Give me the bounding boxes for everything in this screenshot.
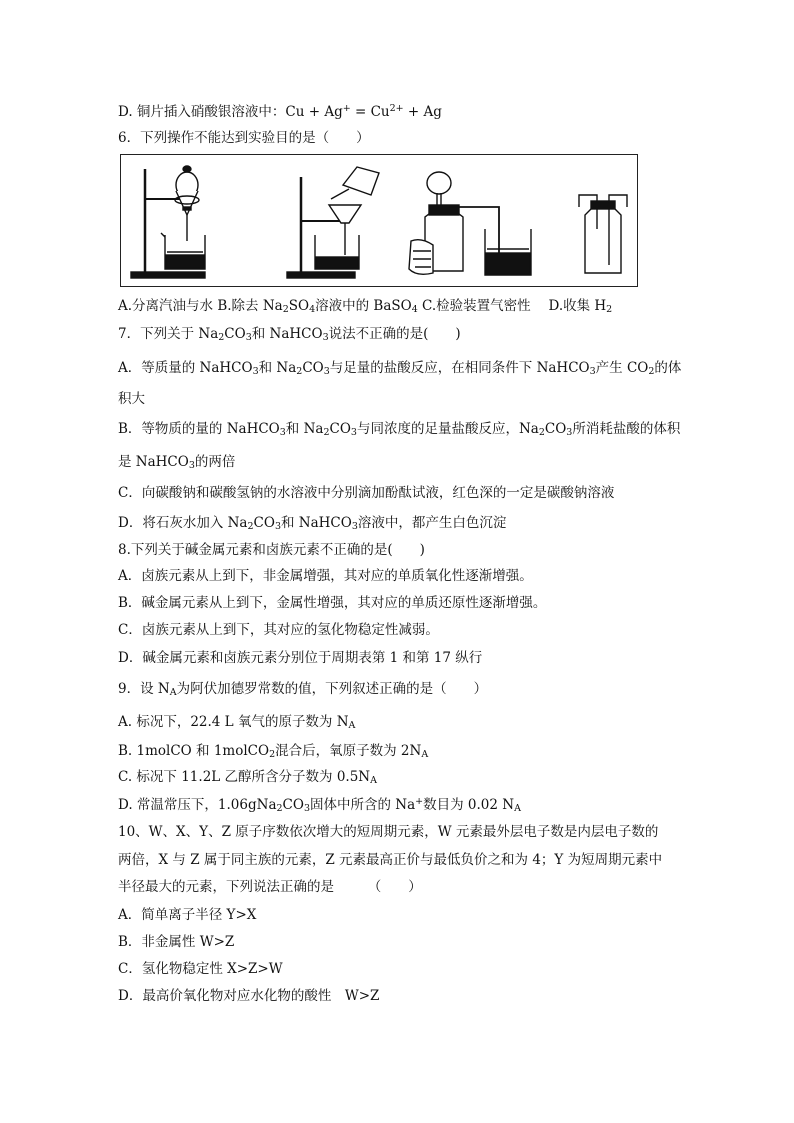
q7-stem: 7．下列关于 $Na_2CO_3$和 NaHCO$_3$说法不正确的是( ) <box>118 326 461 343</box>
q8-option-c: C．卤族元素从上到下，其对应的氢化物稳定性减弱。 <box>118 622 439 638</box>
q10-stem-line1: 10、W、X、Y、Z 原子序数依次增大的短周期元素，W 元素最外层电子数是内层电子数的 <box>118 824 659 840</box>
separatory-funnel-apparatus-icon <box>131 166 205 278</box>
q10-option-c: C．氢化物稳定性 X>Z>W <box>118 961 283 977</box>
q9-option-c: C. 标况下 11.2L 乙醇所含分子数为 $0.5N_A$ <box>118 769 377 786</box>
q9-stem: 9．设 $N_A$为阿伏加德罗常数的值，下列叙述正确的是（ ） <box>118 681 488 698</box>
q7-option-b: B．等物质的量的 NaHCO$_3$和 $Na_2CO_3$与同浓度的足量盐酸反应，$Na_2CO_3$所消耗盐酸的体积 <box>118 421 681 438</box>
q9-option-b: B. 1molCO 和 1molCO$_2$混合后，氧原子数为 $2N_A$ <box>118 743 429 760</box>
q10-option-d: D．最高价氧化物对应水化物的酸性 W>Z <box>118 988 380 1004</box>
filtration-apparatus-icon <box>287 167 379 278</box>
q8-option-d: D．碱金属元素和卤族元素分别位于周期表第 1 和第 17 纵行 <box>118 650 483 666</box>
q10-stem-line2: 两倍，X 与 Z 属于同主族的元素，Z 元素最高正价与最低负价之和为 4；Y 为短周期元素中 <box>118 852 663 868</box>
q10-option-a: A．简单离子半径 Y>X <box>118 907 257 923</box>
airtightness-check-apparatus-icon <box>409 172 531 275</box>
q7-option-b-cont: 是 NaHCO$_3$的两倍 <box>118 454 236 471</box>
q9-option-a: A. 标况下，22.4 L 氧气的原子数为 $N_A$ <box>118 714 356 731</box>
q6-options: A.分离汽油与水 B.除去 $Na_2SO_4$溶液中的 BaSO$_4$ C.检验装置气密性 D.收集 $H_2$ <box>118 298 613 315</box>
q6-apparatus-figure <box>120 154 638 287</box>
q8-option-a: A．卤族元素从上到下，非金属增强，其对应的单质氧化性逐渐增强。 <box>118 568 533 584</box>
q7-option-a: A．等质量的 NaHCO$_3$和 $Na_2CO_3$与足量的盐酸反应，在相同条件下 NaHCO$_3$产生 $CO_2$的体 <box>118 360 682 377</box>
q10-stem-line3: 半径最大的元素，下列说法正确的是 （ ） <box>118 879 422 895</box>
q7-option-d: D．将石灰水加入 $Na_2CO_3$和 NaHCO$_3$溶液中，都产生白色沉淀 <box>118 515 507 532</box>
q9-option-d: D. 常温常压下，$1.06gNa_2CO_3$固体中所含的 Na+数目为 0.02 $N_A$ <box>118 796 521 814</box>
q7-option-c: C．向碳酸钠和碳酸氢钠的水溶液中分别滴加酚酞试液，红色深的一定是碳酸钠溶液 <box>118 485 615 501</box>
q8-stem: 8.下列关于碱金属元素和卤族元素不正确的是( ) <box>118 542 425 558</box>
q7-option-a-cont: 积大 <box>118 391 145 407</box>
q10-option-b: B．非金属性 W>Z <box>118 934 235 950</box>
q6-stem: 6．下列操作不能达到实验目的是（ ） <box>118 130 370 146</box>
q8-option-b: B．碱金属元素从上到下，金属性增强，其对应的单质还原性逐渐增强。 <box>118 595 547 611</box>
gas-collection-bottle-icon <box>579 195 627 273</box>
q5-option-d: D. 铜片插入硝酸银溶液中：$Cu + Ag^+ = Cu^{2+} + Ag$ <box>118 103 442 120</box>
